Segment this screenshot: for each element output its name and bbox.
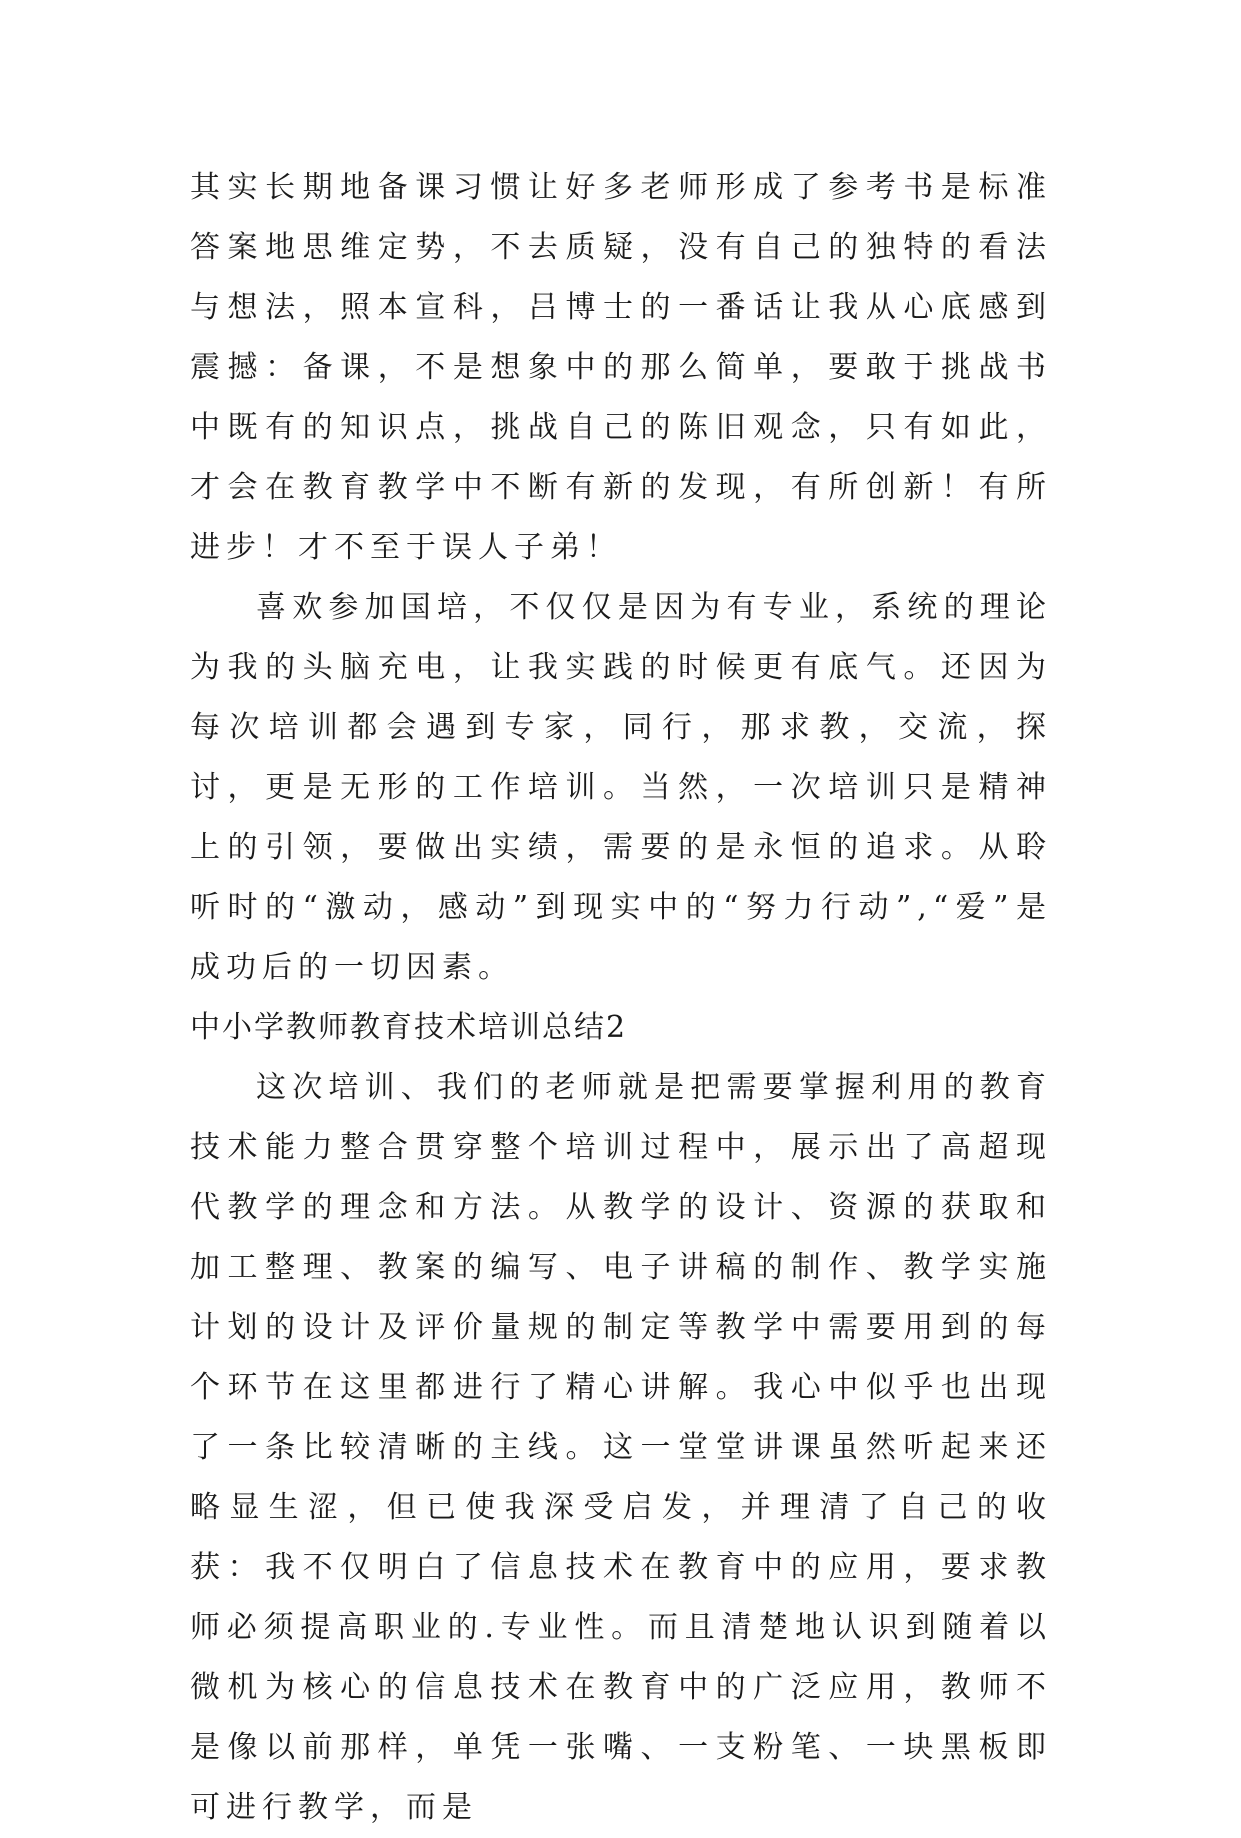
document-page — [190, 158, 1052, 1838]
section-paragraph: 这次培训、我们的老师就是把需要掌握利用的教育技术能力整合贯穿整个培训过程中，展示出了高超现代教学的理念和方法。从教学的设计、资源的获取和加工整理、教案的编写、电子讲稿的制作、教学实施计划的设计及评价量规的制定等教学中需要用到的每个环节在这里都进行了精心讲解。我心中似乎也出现了一条比较清晰的主线。这一堂堂讲课虽然听起来还略显生涩，但已使我深受启发，并理清了自己的收获：我不仅明白了信息技术在教育中的应用，要求教师必须提高职业的.专业性。而且清楚地认识到随着以微机为核心的信息技术在教育中的广泛应用，教师不是像以前那样，单凭一张嘴、一支粉笔、一块黑板即可进行教学，而是 — [190, 1070, 1052, 1825]
section-heading: 中小学教师教育技术培训总结2 — [190, 1010, 628, 1045]
body-paragraph-2: 喜欢参加国培，不仅仅是因为有专业，系统的理论为我的头脑充电，让我实践的时候更有底气。还因为每次培训都会遇到专家，同行，那求教，交流，探讨，更是无形的工作培训。当然，一次培训只是精神上的引领，要做出实绩，需要的是永恒的追求。从聆听时的“激动，感动”到现实中的“努力行动”,“爱”是成功后的一切因素。 — [190, 590, 1052, 985]
body-paragraph-1: 其实长期地备课习惯让好多老师形成了参考书是标准答案地思维定势，不去质疑，没有自己的独特的看法与想法，照本宣科，吕博士的一番话让我从心底感到震撼：备课，不是想象中的那么简单，要敢于挑战书中既有的知识点，挑战自己的陈旧观念，只有如此，才会在教育教学中不断有新的发现，有所创新！有所进步！才不至于误人子弟！ — [190, 170, 1052, 565]
